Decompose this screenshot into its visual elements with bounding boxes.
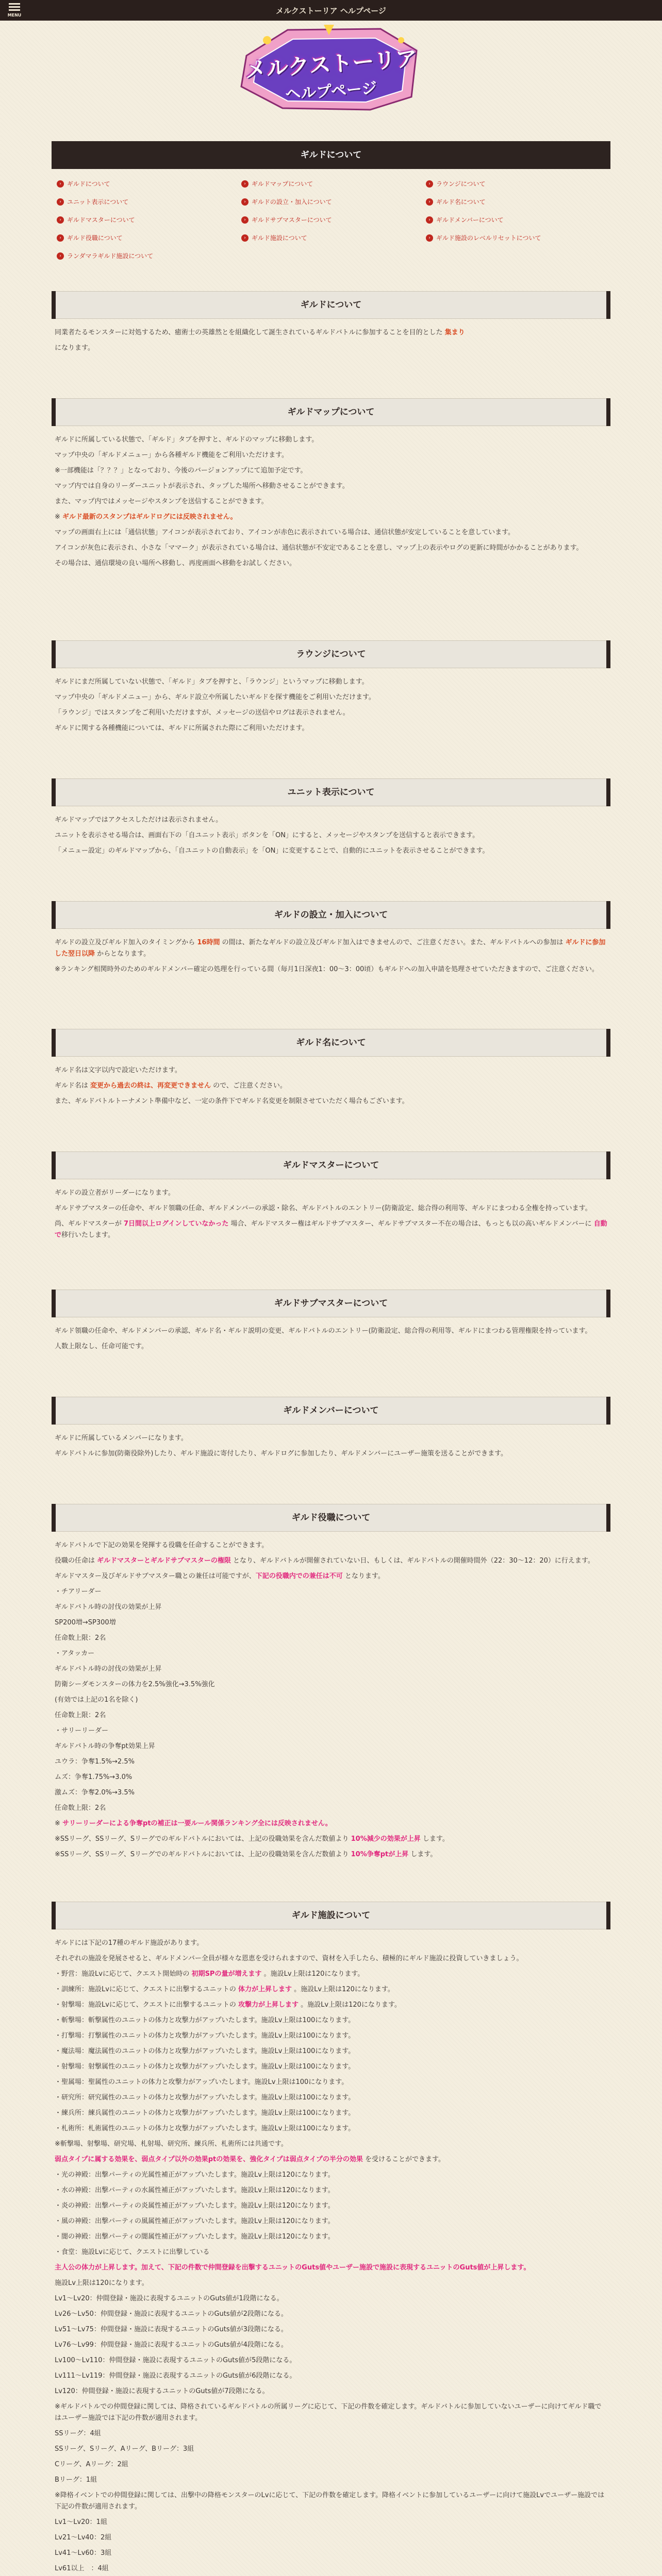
text-run: ギルド名は — [55, 1082, 91, 1090]
text-run: 「メニュー設定」のギルドマップから、「自ユニットの自動表示」を「ON」に変更することで、自動的にユニットを表示させることができます。 — [55, 847, 489, 855]
section-heading: ギルドマスターについて — [52, 1151, 610, 1179]
highlighted-text: 変更から過去の終は、再変更できません — [90, 1082, 211, 1090]
help-section — [52, 1902, 610, 2576]
highlighted-text: 初期SPの量が増えます — [191, 1970, 262, 1978]
toc-link[interactable] — [426, 179, 605, 188]
section-heading: ユニット表示について — [52, 778, 610, 806]
text-run: Cリーグ、Aリーグ：2組 — [55, 2461, 128, 2468]
toc-link-label: ギルドマスターについて — [67, 216, 135, 224]
text-run: Lv1〜Lv20：仲間登録・施設に表現するユニットのGuts値が1段階になる。 — [55, 2295, 284, 2302]
toc-link[interactable] — [57, 215, 236, 224]
text-run: ※一部機能は「？？？」となっており、今後のバージョンアップにて追加予定です。 — [55, 467, 307, 474]
paragraph — [55, 1849, 607, 1860]
toc-link[interactable] — [241, 179, 421, 188]
main-content — [52, 141, 610, 2576]
toc-link-label: ギルドについて — [67, 180, 110, 188]
paragraph — [55, 1787, 607, 1799]
paragraph — [55, 1326, 607, 1337]
section-body — [52, 1433, 610, 1460]
help-section — [52, 398, 610, 569]
text-run: SSリーグ：4組 — [55, 2430, 101, 2437]
paragraph — [55, 2092, 607, 2104]
section-body — [52, 1540, 610, 1860]
paragraph — [55, 343, 607, 354]
text-run: ・サリーリーダー — [55, 1727, 109, 1735]
paragraph — [55, 692, 607, 703]
paragraph — [55, 2077, 607, 2088]
highlighted-text: ギルドマスターとギルドサブマスターの権限 — [97, 1557, 231, 1565]
paragraph — [55, 2278, 607, 2289]
text-run: 任命数上限：2名 — [55, 1634, 106, 1642]
text-run: ・闇の神殿：出撃パーティの闇属性補正がアップいたします。施設Lv上限は120になります。 — [55, 2233, 335, 2241]
text-run: ・風の神殿：出撃パーティの風属性補正がアップいたします。施設Lv上限は120になります。 — [55, 2217, 335, 2225]
chevron-right-icon: › — [57, 180, 64, 188]
text-run: ※ギルドバトルでの仲間登録に関しては、降格されているギルドバトルの所属リーグに応じて、下記の件数を確定します。ギルドバトルに参加していないユーザーに向けてギルド職ではユーザー施設では下記の件数が適用されます。 — [55, 2403, 602, 2422]
paragraph — [55, 2517, 607, 2528]
toc-link-label: ギルド施設について — [252, 234, 307, 242]
section-body — [52, 1065, 610, 1107]
toc-link-label: ギルドの設立・加入について — [252, 198, 332, 206]
section-body — [52, 815, 610, 857]
highlighted-text: ギルドに参加した翌日以降 — [55, 939, 606, 958]
section-heading: ギルドマップについて — [52, 398, 610, 426]
highlighted-text: 集まり — [444, 329, 465, 336]
text-run: Lv76〜Lv99：仲間登録・施設に表現するユニットのGuts値が4段階になる。 — [55, 2341, 288, 2349]
paragraph — [55, 1834, 607, 1845]
section-heading: ラウンジについて — [52, 640, 610, 668]
paragraph — [55, 1065, 607, 1076]
help-section — [52, 291, 610, 354]
text-run: します。 — [420, 1835, 449, 1843]
text-run: からとなります。 — [95, 950, 151, 958]
text-run: 任命数上限：2名 — [55, 1711, 106, 1719]
chevron-right-icon: › — [426, 216, 433, 224]
highlighted-text: サリーリーダーによる争奪ptの補正は一要ルール関係ランキング全には反映されません。 — [62, 1820, 332, 1827]
paragraph — [55, 2030, 607, 2042]
text-run: 任命数上限：2名 — [55, 1804, 106, 1812]
toc-link[interactable] — [57, 197, 236, 206]
hamburger-icon — [9, 3, 20, 5]
text-run: ギルドには下記の17種のギルド施設があります。 — [55, 1939, 204, 1947]
paragraph — [55, 1448, 607, 1460]
text-run: ギルドに関する各種機能については、ギルドに所属された際にご利用いただけます。 — [55, 724, 309, 732]
paragraph — [55, 830, 607, 841]
chevron-right-icon: › — [241, 234, 249, 242]
text-run: ので、ご注意ください。 — [211, 1082, 287, 1090]
text-run: 場合、ギルドマスター権はギルドサブマスター、ギルドサブマスター不在の場合は、もっとも以の高いギルドメンバーに — [228, 1220, 594, 1228]
text-run: ※降格イベントでの仲間登録に関しては、出撃中の降格モンスターのLvに応じて、下記の件数を確定します。降格イベントに参加しているユーザーに向けて施設Lvでユーザー施設では下記の件数が適用されます。 — [55, 2492, 605, 2511]
banner-title: メルクストーリア — [244, 45, 418, 83]
paragraph — [55, 558, 607, 569]
text-run: ギルド領職の任命や、ギルドメンバーの承認、ギルド名・ギルド説明の変更、ギルドバトルのエントリー(防衛設定、総合得の利用等、ギルドにまつわる管理権限を持っています。 — [55, 1327, 592, 1335]
paragraph — [55, 2046, 607, 2057]
paragraph — [55, 2123, 607, 2134]
paragraph — [55, 1772, 607, 1783]
paragraph — [55, 1096, 607, 1107]
text-run: その場合は、通信環境の良い場所へ移動し、再度画面へ移動をお試しください。 — [55, 560, 296, 567]
toc-link[interactable] — [241, 233, 421, 242]
text-run: Lv21〜Lv40：2組 — [55, 2534, 112, 2541]
text-run: ギルドバトルに参加(防衛役除外)したり、ギルド施設に寄付したり、ギルドログに参加したり、ギルドメンバーにユーザー施策を送ることができます。 — [55, 1450, 508, 1458]
text-run: マップ内では自身のリーダーユニットが表示され、タップした場所へ移動させることができます。 — [55, 482, 349, 490]
paragraph — [55, 1969, 607, 1980]
section-body — [52, 1326, 610, 1352]
highlighted-text: 10%減少の効果が上昇 — [351, 1835, 421, 1843]
paragraph — [55, 676, 607, 688]
paragraph — [55, 1203, 607, 1214]
paragraph — [55, 1953, 607, 1964]
text-run: になります。 — [55, 344, 94, 352]
section-body — [52, 327, 610, 354]
text-run: Lv26〜Lv50：仲間登録・施設に表現するユニットのGuts値が2段階になる。 — [55, 2310, 288, 2318]
help-section — [52, 1290, 610, 1352]
highlighted-text: 下記の役職内での兼任は不可 — [255, 1572, 343, 1580]
paragraph — [55, 1571, 607, 1582]
paragraph — [55, 2154, 607, 2165]
paragraph — [55, 1080, 607, 1092]
text-run: Lv41〜Lv60：3組 — [55, 2549, 112, 2557]
text-run: Bリーグ：1組 — [55, 2476, 97, 2484]
paragraph — [55, 2532, 607, 2544]
chevron-right-icon: › — [57, 234, 64, 242]
paragraph — [55, 2262, 607, 2274]
text-run: 激ムズ：争奪2.0%→3.5% — [55, 1789, 135, 1797]
paragraph — [55, 2015, 607, 2026]
toc-link[interactable] — [241, 215, 421, 224]
table-of-contents — [52, 176, 610, 266]
text-run: ※SSリーグ、SSリーグ、Sリーグでのギルドバトルにおいては、上記の役職効果を含んだ数値より — [55, 1851, 351, 1858]
paragraph — [55, 2563, 607, 2574]
paragraph — [55, 2548, 607, 2559]
text-run: ムズ：争奪1.75%→3.0% — [55, 1773, 133, 1781]
paragraph — [55, 1218, 607, 1241]
paragraph — [55, 2428, 607, 2439]
text-run: ギルドバトル時の争奪pt効果上昇 — [55, 1742, 155, 1750]
text-run: マップの画面右上には「通信状態」アイコンが表示されており、アイコンが赤色に表示されている場合は、通信状態が安定していることを意しています。 — [55, 529, 515, 536]
paragraph — [55, 1633, 607, 1644]
help-section — [52, 1029, 610, 1107]
text-run: Lv61以上 ：4組 — [55, 2565, 109, 2572]
text-run: ※ — [55, 1820, 63, 1827]
help-section — [52, 1151, 610, 1241]
page-title: メルクストーリア ヘルプページ — [276, 6, 386, 15]
section-body — [52, 1938, 610, 2576]
toc-link-label: ギルドサブマスターについて — [252, 216, 332, 224]
text-run: Lv120：仲間登録・施設に表現するユニットのGuts値が7段階になる。 — [55, 2387, 269, 2395]
toc-link-label: ギルドマップについて — [252, 180, 313, 188]
paragraph — [55, 2061, 607, 2073]
text-run: します。 — [408, 1851, 437, 1858]
text-run: ・水の神殿：出撃パーティの水属性補正がアップいたします。施設Lv上限は120になります。 — [55, 2187, 335, 2194]
section-heading: ギルドについて — [52, 291, 610, 319]
text-run: 人数上限なし、任命可能です。 — [55, 1343, 148, 1350]
toc-link-label: ランダマラギルド施設について — [67, 252, 154, 260]
text-run: 。施設Lv上限は120になります。 — [261, 1970, 365, 1978]
text-run: ・食堂：施設Lvに応じて、クエストに出撃している — [55, 2248, 210, 2256]
paragraph — [55, 1341, 607, 1352]
paragraph — [55, 1433, 607, 1444]
paragraph — [55, 465, 607, 477]
paragraph — [55, 527, 607, 538]
section-body — [52, 676, 610, 734]
section-heading: ギルドサブマスターについて — [52, 1290, 610, 1317]
paragraph — [55, 1710, 607, 1721]
text-run: ※斬撃場、射撃場、研究場、札射場、研究所、練兵所、札術所には共通です。 — [55, 2140, 288, 2148]
text-run: となります。 — [342, 1572, 385, 1580]
toc-link-label: ギルドメンバーについて — [436, 216, 504, 224]
text-run: マップ中央の「ギルドメニュー」から各種ギルド機能をご利用いただけます。 — [55, 451, 289, 459]
text-run: Lv1〜Lv20：1組 — [55, 2518, 107, 2526]
paragraph — [55, 1188, 607, 1199]
toc-heading: ギルドについて — [52, 141, 610, 169]
chevron-right-icon: › — [57, 252, 64, 260]
chevron-right-icon: › — [241, 180, 249, 188]
toc-link[interactable] — [426, 233, 605, 242]
chevron-right-icon: › — [426, 234, 433, 242]
text-run: ギルドバトル時の討伐の効果が上昇 — [55, 1665, 162, 1673]
toc-link-label: ギルド名について — [436, 198, 486, 206]
text-run: ・アタッカー — [55, 1650, 95, 1657]
text-run: ギルドサブマスターの任命や、ギルド領職の任命、ギルドメンバーの承認・除名、ギルドバトルのエントリー(防衛設定、総合得の利用等、ギルドにまつわる全権を持っています。 — [55, 1205, 592, 1212]
toc-link[interactable] — [426, 197, 605, 206]
text-run: ・斬撃場：斬撃属性のユニットの体力と攻撃力がアップいたします。施設Lv上限は100になります。 — [55, 2016, 355, 2024]
text-run: ・訓練所：施設Lvに応じて、クエストに出撃するユニットの — [55, 1986, 239, 1993]
highlighted-text: 自動で — [55, 1220, 607, 1239]
text-run: ・札術所：札術属性のユニットの体力と攻撃力がアップいたします。施設Lv上限は100になります。 — [55, 2125, 355, 2132]
help-section — [52, 1504, 610, 1860]
paragraph — [55, 496, 607, 507]
paragraph — [55, 2108, 607, 2119]
text-run: SP200増→SP300増 — [55, 1619, 116, 1626]
paragraph — [55, 2340, 607, 2351]
text-run: ・射撃場：射撃属性のユニットの体力と攻撃力がアップいたします。施設Lv上限は100になります。 — [55, 2063, 355, 2071]
text-run: ・魔法場：魔法属性のユニットの体力と攻撃力がアップいたします。施設Lv上限は100になります。 — [55, 2047, 355, 2055]
text-run: SSリーグ、Sリーグ、Aリーグ、Bリーグ：3組 — [55, 2445, 194, 2453]
paragraph — [55, 2355, 607, 2366]
paragraph — [55, 2231, 607, 2243]
toc-link[interactable] — [57, 179, 236, 188]
text-run: ・聖属場：聖属性のユニットの体力と攻撃力がアップいたします。施設Lv上限は100になります。 — [55, 2078, 349, 2086]
paragraph — [55, 707, 607, 719]
paragraph — [55, 2401, 607, 2424]
paragraph — [55, 1679, 607, 1690]
toc-link[interactable] — [57, 233, 236, 242]
help-section — [52, 778, 610, 857]
text-run: 防衛シーダモンスターの体力を2.5%強化→3.5%強化 — [55, 1681, 215, 1688]
paragraph — [55, 2370, 607, 2382]
highlighted-text: 体力が上昇します — [238, 1986, 292, 1993]
toc-link-label: ギルド施設のレベルリセットについて — [436, 234, 541, 242]
text-run: を受けることができます。 — [362, 2156, 445, 2163]
section-heading: ギルド施設について — [52, 1902, 610, 1929]
toc-link[interactable] — [241, 197, 421, 206]
top-header — [0, 0, 662, 21]
section-heading: ギルド役職について — [52, 1504, 610, 1532]
text-run: ・野営：施設Lvに応じて、クエスト開始時の — [55, 1970, 192, 1978]
paragraph — [55, 1938, 607, 1949]
section-body — [52, 937, 610, 975]
text-run: 。施設Lv上限は120になります。 — [292, 1986, 394, 1993]
highlighted-text: 10%争奪ptが上昇 — [351, 1851, 409, 1858]
text-run: 施設Lv上限は120になります。 — [55, 2279, 148, 2287]
highlighted-text: 7日間以上ログインしていなかった — [124, 1220, 229, 1228]
text-run: ギルドの設立及びギルド加入のタイミングから — [55, 939, 197, 946]
paragraph — [55, 512, 607, 523]
paragraph — [55, 1648, 607, 1659]
text-run: 役職の任命は — [55, 1557, 97, 1565]
text-run: また、マップ内ではメッセージやスタンプを送信することができます。 — [55, 498, 268, 505]
help-section — [52, 901, 610, 975]
section-body — [52, 434, 610, 569]
text-run: ・練兵所：練兵属性のユニットの体力と攻撃力がアップいたします。施設Lv上限は100になります。 — [55, 2109, 355, 2117]
text-run: それぞれの施設を発展させると、ギルドメンバー全員が様々な恩恵を受けられますので、資材を入手したら、積極的にギルド施設に投資していきましょう。 — [55, 1955, 523, 1962]
text-run: の間は、新たなギルドの設立及びギルド加入はできませんので、ご注意ください。また、ギルドバトルへの参加は — [220, 939, 566, 946]
help-section — [52, 1397, 610, 1460]
menu-label: MENU — [7, 13, 22, 18]
text-run: ※SSリーグ、SSリーグ、Sリーグでのギルドバトルにおいては、上記の役職効果を含んだ数値より — [55, 1835, 351, 1843]
paragraph — [55, 1586, 607, 1598]
text-run: 。施設Lv上限は120になります。 — [299, 2001, 401, 2009]
paragraph — [55, 937, 607, 960]
help-banner-logo — [226, 25, 436, 112]
text-run: また、ギルドバトルトーナメント準備中など、一定の条件下でギルド名変更を制限させていただく場合もございます。 — [55, 1097, 409, 1105]
paragraph — [55, 327, 607, 338]
text-run: ユニットを表示させる場合は、画面右下の「自ユニット表示」ボタンを「ON」にすると、メッセージやスタンプを送信すると表示できます。 — [55, 832, 479, 839]
chevron-right-icon: › — [57, 216, 64, 224]
paragraph — [55, 1803, 607, 1814]
text-run: ギルドの設立者がリーダーになります。 — [55, 1189, 175, 1197]
paragraph — [55, 1540, 607, 1551]
text-run: ギルドバトルで下記の効果を発揮する役職を任命することができます。 — [55, 1541, 269, 1549]
paragraph — [55, 2490, 607, 2513]
paragraph — [55, 2185, 607, 2196]
banner-subtitle: ヘルプページ — [285, 79, 378, 104]
text-run: ギルドにまだ所属していない状態で、「ギルド」タブを押すと、「ラウンジ」というマップに移動します。 — [55, 678, 369, 686]
section-heading: ギルド名について — [52, 1029, 610, 1057]
text-run: 尚、ギルドマスターが — [55, 1220, 124, 1228]
paragraph — [55, 1818, 607, 1829]
paragraph — [55, 1984, 607, 1995]
text-run: ギルドマップではアクセスしただけは表示されません。 — [55, 816, 223, 824]
paragraph — [55, 1999, 607, 2011]
section-heading: ギルドの設立・加入について — [52, 901, 610, 929]
highlighted-text: 攻撃力が上昇します — [238, 2001, 299, 2009]
highlighted-text: ギルド最新のスタンプはギルドログには反映されません。 — [62, 513, 237, 521]
paragraph — [55, 2293, 607, 2304]
toc-link-label: ラウンジについて — [436, 180, 486, 188]
text-run: ギルド名は文字以内で設定いただけます。 — [55, 1066, 181, 1074]
paragraph — [55, 2444, 607, 2455]
text-run: 同業者たるモンスターに対処するため、癒術士の英雄然とを組織化して誕生されているギルドバトルに参加することを目的とした — [55, 329, 445, 336]
paragraph — [55, 2324, 607, 2335]
text-run: ユウラ：争奪1.5%→2.5% — [55, 1758, 135, 1766]
section-heading: ギルドメンバーについて — [52, 1397, 610, 1425]
paragraph — [55, 1617, 607, 1629]
text-run: アイコンが灰色に表示され、小さな「ママーク」が表示されている場合は、通信状態が不安定であることを意し、マップ上の表示やログの更新に時間がかかることがあります。 — [55, 544, 583, 552]
paragraph — [55, 2200, 607, 2212]
paragraph — [55, 2386, 607, 2397]
paragraph — [55, 543, 607, 554]
paragraph — [55, 2170, 607, 2181]
text-run: ギルドバトル時の討伐の効果が上昇 — [55, 1603, 162, 1611]
paragraph — [55, 2459, 607, 2470]
chevron-right-icon: › — [426, 180, 433, 188]
toc-link[interactable] — [57, 251, 236, 260]
paragraph — [55, 450, 607, 461]
help-section — [52, 640, 610, 734]
text-run: ※ — [55, 513, 63, 521]
text-run: ・炎の神殿：出撃パーティの炎属性補正がアップいたします。施設Lv上限は120になります。 — [55, 2202, 335, 2210]
paragraph — [55, 845, 607, 857]
paragraph — [55, 1555, 607, 1567]
paragraph — [55, 1725, 607, 1737]
paragraph — [55, 2309, 607, 2320]
chevron-right-icon: › — [241, 216, 249, 224]
text-run: Lv111〜Lv119：仲間登録・施設に表現するユニットのGuts値が6段階になる。 — [55, 2372, 296, 2380]
text-run: ギルドに所属している状態で、「ギルド」タブを押すと、ギルドのマップに移動します。 — [55, 436, 319, 444]
highlighted-text: 弱点タイプに属する効果を、弱点タイプ以外の効果ptの効果を、強化タイプは弱点タイプの半分の効果 — [55, 2156, 363, 2163]
help-sections — [52, 291, 610, 2576]
text-run: ・打撃場：打撃属性のユニットの体力と攻撃力がアップいたします。施設Lv上限は100になります。 — [55, 2032, 355, 2040]
paragraph — [55, 2247, 607, 2258]
paragraph — [55, 964, 607, 975]
toc-link[interactable] — [426, 215, 605, 224]
paragraph — [55, 1602, 607, 1613]
chevron-right-icon: › — [241, 198, 249, 206]
toc-link-label: ユニット表示について — [67, 198, 129, 206]
text-run: Lv100〜Lv110：仲間登録・施設に表現するユニットのGuts値が5段階になる。 — [55, 2357, 296, 2364]
paragraph — [55, 815, 607, 826]
text-run: ・チアリーダー — [55, 1588, 102, 1596]
paragraph — [55, 2139, 607, 2150]
paragraph — [55, 1741, 607, 1752]
text-run: マップ中央の「ギルドメニュー」から、ギルド設立や所属したいギルドを探す機能をご利用いただけます。 — [55, 693, 375, 701]
text-run: ギルドに所属しているメンバーになります。 — [55, 1434, 188, 1442]
text-run: ・射撃場：施設Lvに応じて、クエストに出撃するユニットの — [55, 2001, 239, 2009]
paragraph — [55, 1756, 607, 1768]
text-run: 「ラウンジ」ではスタンプをご利用いただけますが、メッセージの送信やログは表示されません。 — [55, 709, 350, 717]
text-run: ・研究所：研究属性のユニットの体力と攻撃力がアップいたします。施設Lv上限は100になります。 — [55, 2094, 355, 2102]
chevron-right-icon: › — [57, 198, 64, 206]
text-run: ギルドマスター及びギルドサブマスター職との兼任は可能ですが、 — [55, 1572, 256, 1580]
text-run: となり、ギルドバトルが開催されていない日、もしくは、ギルドバトルの開催時間外（22：30〜12：20）に行えます。 — [230, 1557, 594, 1565]
text-run: ・光の神殿：出撃パーティの光属性補正がアップいたします。施設Lv上限は120になります。 — [55, 2171, 335, 2179]
paragraph — [55, 434, 607, 446]
text-run: ※ランキング相関時外のためのギルドメンバー確定の処理を行っている間（毎月1日深夜1：00〜3：00頃）もギルドへの加入申請を処理させていただきますので、ご注意ください。 — [55, 965, 599, 973]
highlighted-text: 主人公の体力が上昇します。加えて、下記の件数で仲間登録を出撃するユニットのGuts値やユーザー施設で施設に表現するユニットのGuts値が上昇します。 — [55, 2264, 531, 2272]
paragraph — [55, 2216, 607, 2227]
section-body — [52, 1188, 610, 1241]
paragraph — [55, 1664, 607, 1675]
text-run: Lv51〜Lv75：仲間登録・施設に表現するユニットのGuts値が3段階になる。 — [55, 2326, 288, 2333]
chevron-right-icon: › — [426, 198, 433, 206]
text-run: 移行いたします。 — [61, 1231, 114, 1239]
paragraph — [55, 723, 607, 734]
paragraph — [55, 1694, 607, 1706]
paragraph — [55, 2475, 607, 2486]
highlighted-text: 16時間 — [197, 939, 220, 946]
paragraph — [55, 481, 607, 492]
toc-link-label: ギルド役職について — [67, 234, 123, 242]
text-run: (有効では上記の1名を除く) — [55, 1696, 138, 1704]
